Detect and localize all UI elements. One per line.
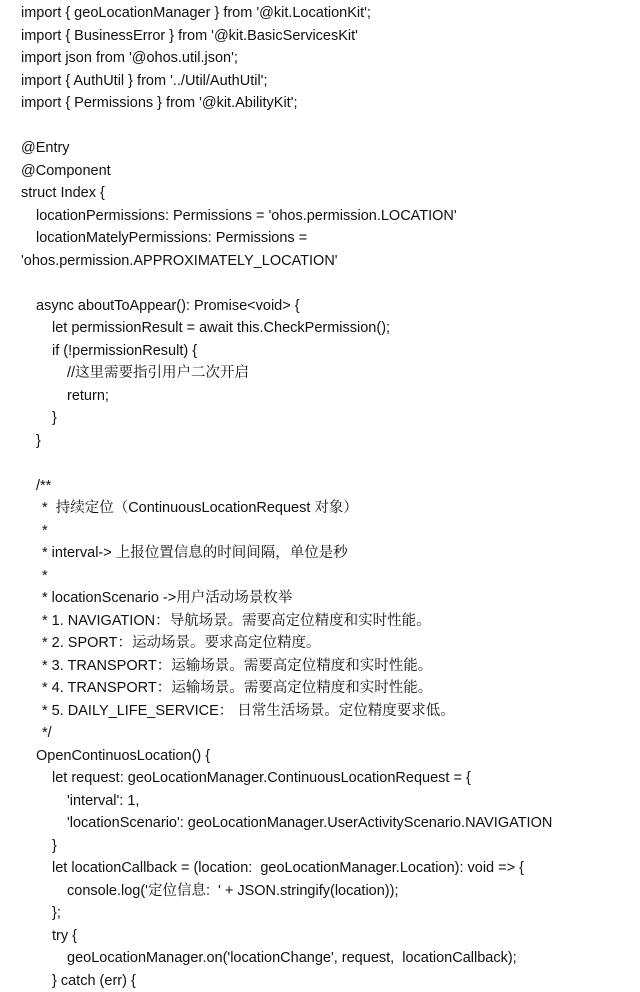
- code-line: *: [0, 565, 640, 588]
- code-line: //这里需要指引用户二次开启: [0, 362, 640, 385]
- code-line: try {: [0, 925, 640, 948]
- code-line: 'ohos.permission.APPROXIMATELY_LOCATION': [0, 250, 640, 273]
- code-line: OpenContinuosLocation() {: [0, 745, 640, 768]
- code-line: locationMatelyPermissions: Permissions =: [0, 227, 640, 250]
- code-line: import { geoLocationManager } from '@kit.LocationKit';: [0, 2, 640, 25]
- code-line: import json from '@ohos.util.json';: [0, 47, 640, 70]
- code-line: if (!permissionResult) {: [0, 340, 640, 363]
- code-line: }: [0, 430, 640, 453]
- code-line: };: [0, 902, 640, 925]
- code-line: 'interval': 1,: [0, 790, 640, 813]
- code-line: * interval-> 上报位置信息的时间间隔，单位是秒: [0, 542, 640, 565]
- blank-line: [0, 452, 640, 475]
- code-line: * 4. TRANSPORT：运输场景。需要高定位精度和实时性能。: [0, 677, 640, 700]
- code-line: }: [0, 407, 640, 430]
- code-line: */: [0, 722, 640, 745]
- code-line: @Entry: [0, 137, 640, 160]
- blank-line: [0, 272, 640, 295]
- code-line: async aboutToAppear(): Promise<void> {: [0, 295, 640, 318]
- code-line: /**: [0, 475, 640, 498]
- code-line: console.log('定位信息: ' + JSON.stringify(location));: [0, 880, 640, 903]
- code-line: 'locationScenario': geoLocationManager.UserActivityScenario.NAVIGATION: [0, 812, 640, 835]
- code-line: * 1. NAVIGATION：导航场景。需要高定位精度和实时性能。: [0, 610, 640, 633]
- code-line: locationPermissions: Permissions = 'ohos.permission.LOCATION': [0, 205, 640, 228]
- code-line: }: [0, 835, 640, 858]
- code-line: * locationScenario ->用户活动场景枚举: [0, 587, 640, 610]
- code-line: * 持续定位（ContinuousLocationRequest 对象）: [0, 497, 640, 520]
- code-line: return;: [0, 385, 640, 408]
- code-line: let locationCallback = (location: geoLocationManager.Location): void => {: [0, 857, 640, 880]
- code-line: let permissionResult = await this.CheckPermission();: [0, 317, 640, 340]
- code-line: import { BusinessError } from '@kit.BasicServicesKit': [0, 25, 640, 48]
- code-line: struct Index {: [0, 182, 640, 205]
- code-line: } catch (err) {: [0, 970, 640, 992]
- code-line: let request: geoLocationManager.ContinuousLocationRequest = {: [0, 767, 640, 790]
- code-line: * 3. TRANSPORT：运输场景。需要高定位精度和实时性能。: [0, 655, 640, 678]
- code-line: * 5. DAILY_LIFE_SERVICE： 日常生活场景。定位精度要求低。: [0, 700, 640, 723]
- code-line: geoLocationManager.on('locationChange', request, locationCallback);: [0, 947, 640, 970]
- code-line: * 2. SPORT：运动场景。要求高定位精度。: [0, 632, 640, 655]
- code-line: @Component: [0, 160, 640, 183]
- code-line: *: [0, 520, 640, 543]
- blank-line: [0, 115, 640, 138]
- code-line: import { AuthUtil } from '../Util/AuthUtil';: [0, 70, 640, 93]
- code-line: import { Permissions } from '@kit.AbilityKit';: [0, 92, 640, 115]
